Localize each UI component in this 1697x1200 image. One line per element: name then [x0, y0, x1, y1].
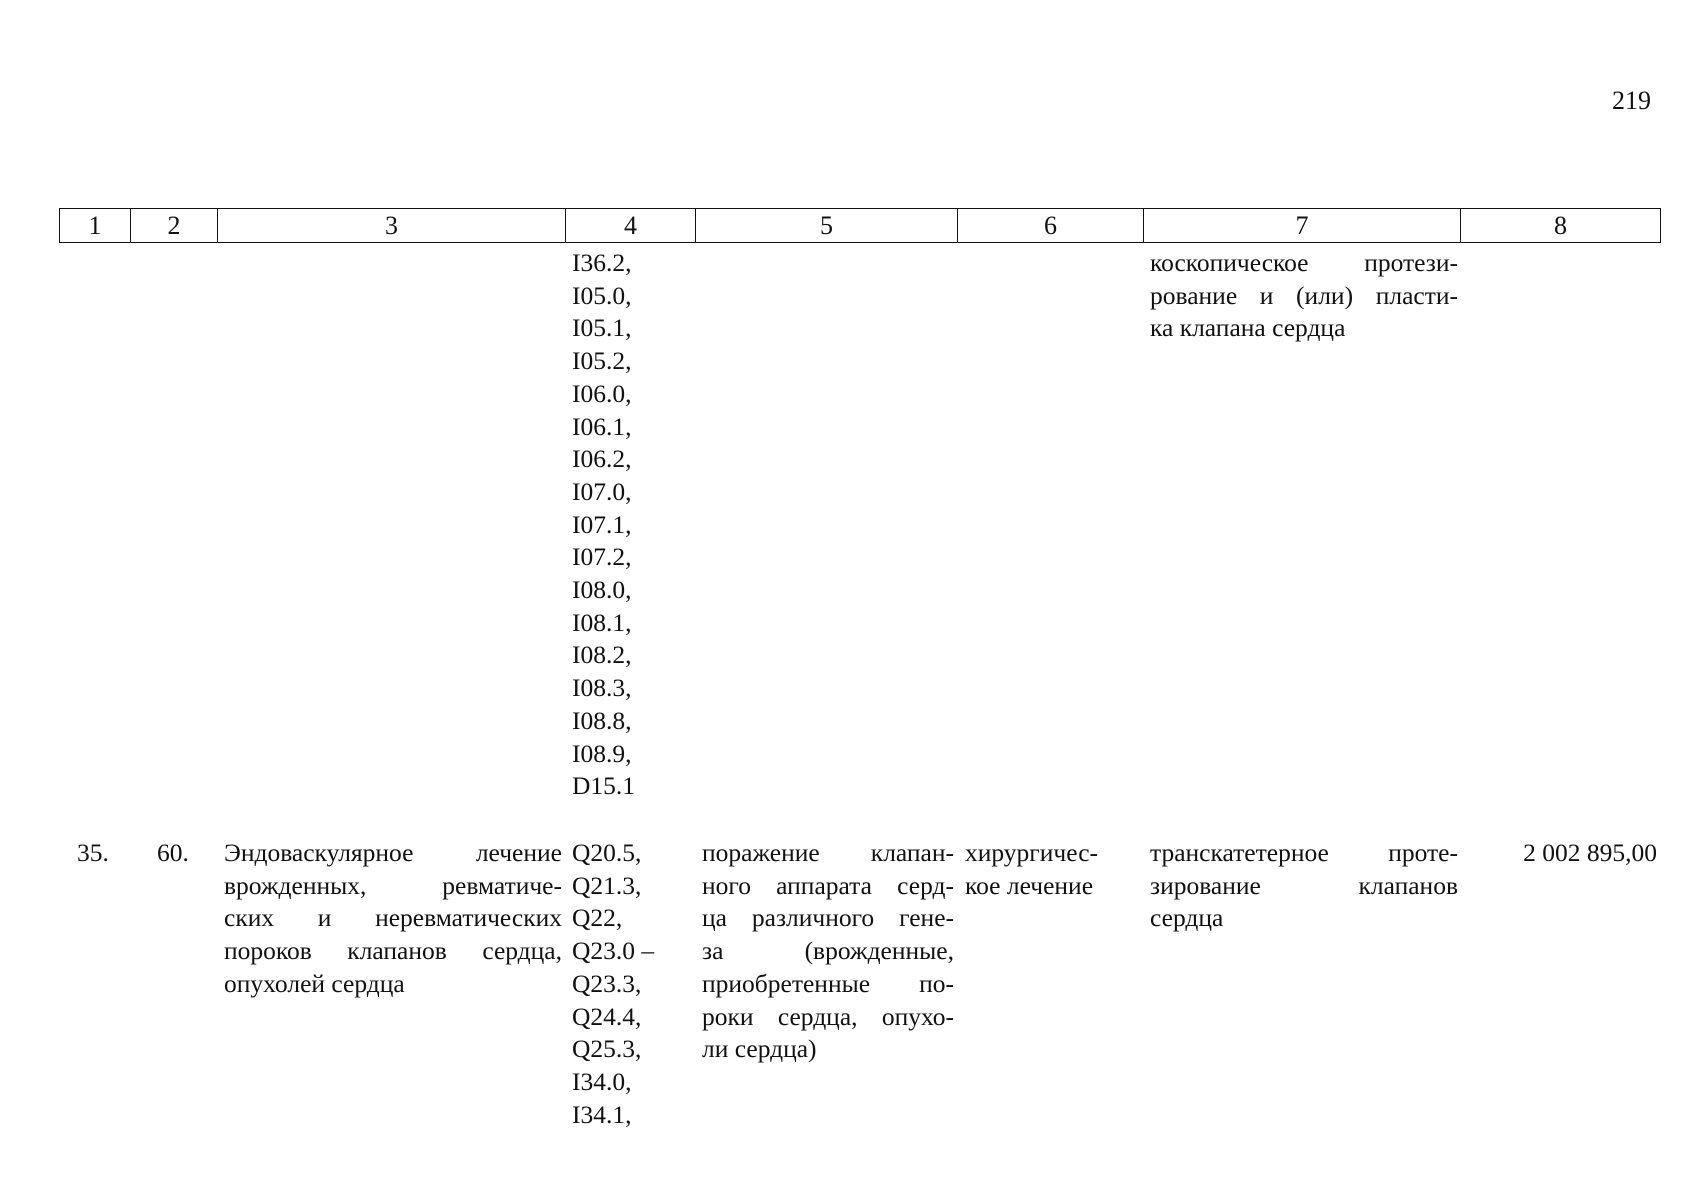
- patient-model-line: ли сердца): [702, 1034, 817, 1064]
- patient-model-line: за (врожденные,: [702, 936, 954, 966]
- treatment-name-line: опухолей сердца: [224, 968, 405, 998]
- header-col-7: 7: [1144, 209, 1461, 243]
- treatment-name-line: врожденных, ревматиче-: [224, 870, 562, 900]
- treatment-type-line: кое лечение: [965, 870, 1094, 900]
- treatment-method-line: сердца: [1150, 903, 1224, 933]
- header-col-4: 4: [566, 209, 696, 243]
- row-number: 35.: [77, 838, 109, 867]
- cost-value: 2 002 895,00: [1523, 838, 1657, 867]
- continuation-icd-codes: I36.2, I05.0, I05.1, I05.2, I06.0, I06.1, I06.2, I07.0, I07.1, I07.2, I08.0, I08.1, I08.2, I08.3, I08.8, I08.9, D15.1: [572, 248, 636, 801]
- continuation-method: [1150, 247, 1458, 345]
- patient-model-line: роки сердца, опухо-: [702, 1001, 954, 1031]
- page-number: 219: [1612, 86, 1651, 115]
- header-col-8: 8: [1461, 209, 1661, 243]
- continuation-method-line: ка клапана сердца: [1150, 313, 1346, 343]
- continuation-method-line: рование и (или) пласти-: [1150, 280, 1458, 310]
- continuation-method-line: коскопическое протези-: [1150, 248, 1458, 277]
- header-col-3: 3: [218, 209, 566, 243]
- treatment-method-line: зирование клапанов: [1150, 870, 1458, 900]
- header-col-6: 6: [958, 209, 1144, 243]
- patient-model-line: ного аппарата серд-: [702, 870, 954, 900]
- treatment-type-line: хирургичес-: [965, 838, 1099, 867]
- patient-model-line: поражение клапан-: [702, 838, 954, 867]
- treatment-name-line: Эндоваскулярное лечение: [224, 838, 562, 867]
- treatment-method: [1150, 837, 1458, 935]
- column-number-header: [59, 208, 1661, 243]
- icd-codes: Q20.5, Q21.3, Q22, Q23.0 – Q23.3, Q24.4, Q25.3, I34.0, I34.1,: [572, 838, 655, 1129]
- group-number: 60.: [157, 838, 189, 867]
- patient-model-line: приобретенные по-: [702, 968, 954, 998]
- treatment-type: [965, 837, 1145, 902]
- header-col-5: 5: [696, 209, 958, 243]
- patient-model-line: ца различного гене-: [702, 903, 954, 933]
- header-col-1: 1: [60, 209, 131, 243]
- treatment-name-line: пороков клапанов сердца,: [224, 936, 562, 966]
- treatment-method-line: транскатетерное проте-: [1150, 838, 1458, 867]
- header-col-2: 2: [131, 209, 218, 243]
- treatment-name-line: ских и неревматических: [224, 903, 562, 933]
- patient-model: [702, 837, 954, 1066]
- treatment-name: [224, 837, 562, 1001]
